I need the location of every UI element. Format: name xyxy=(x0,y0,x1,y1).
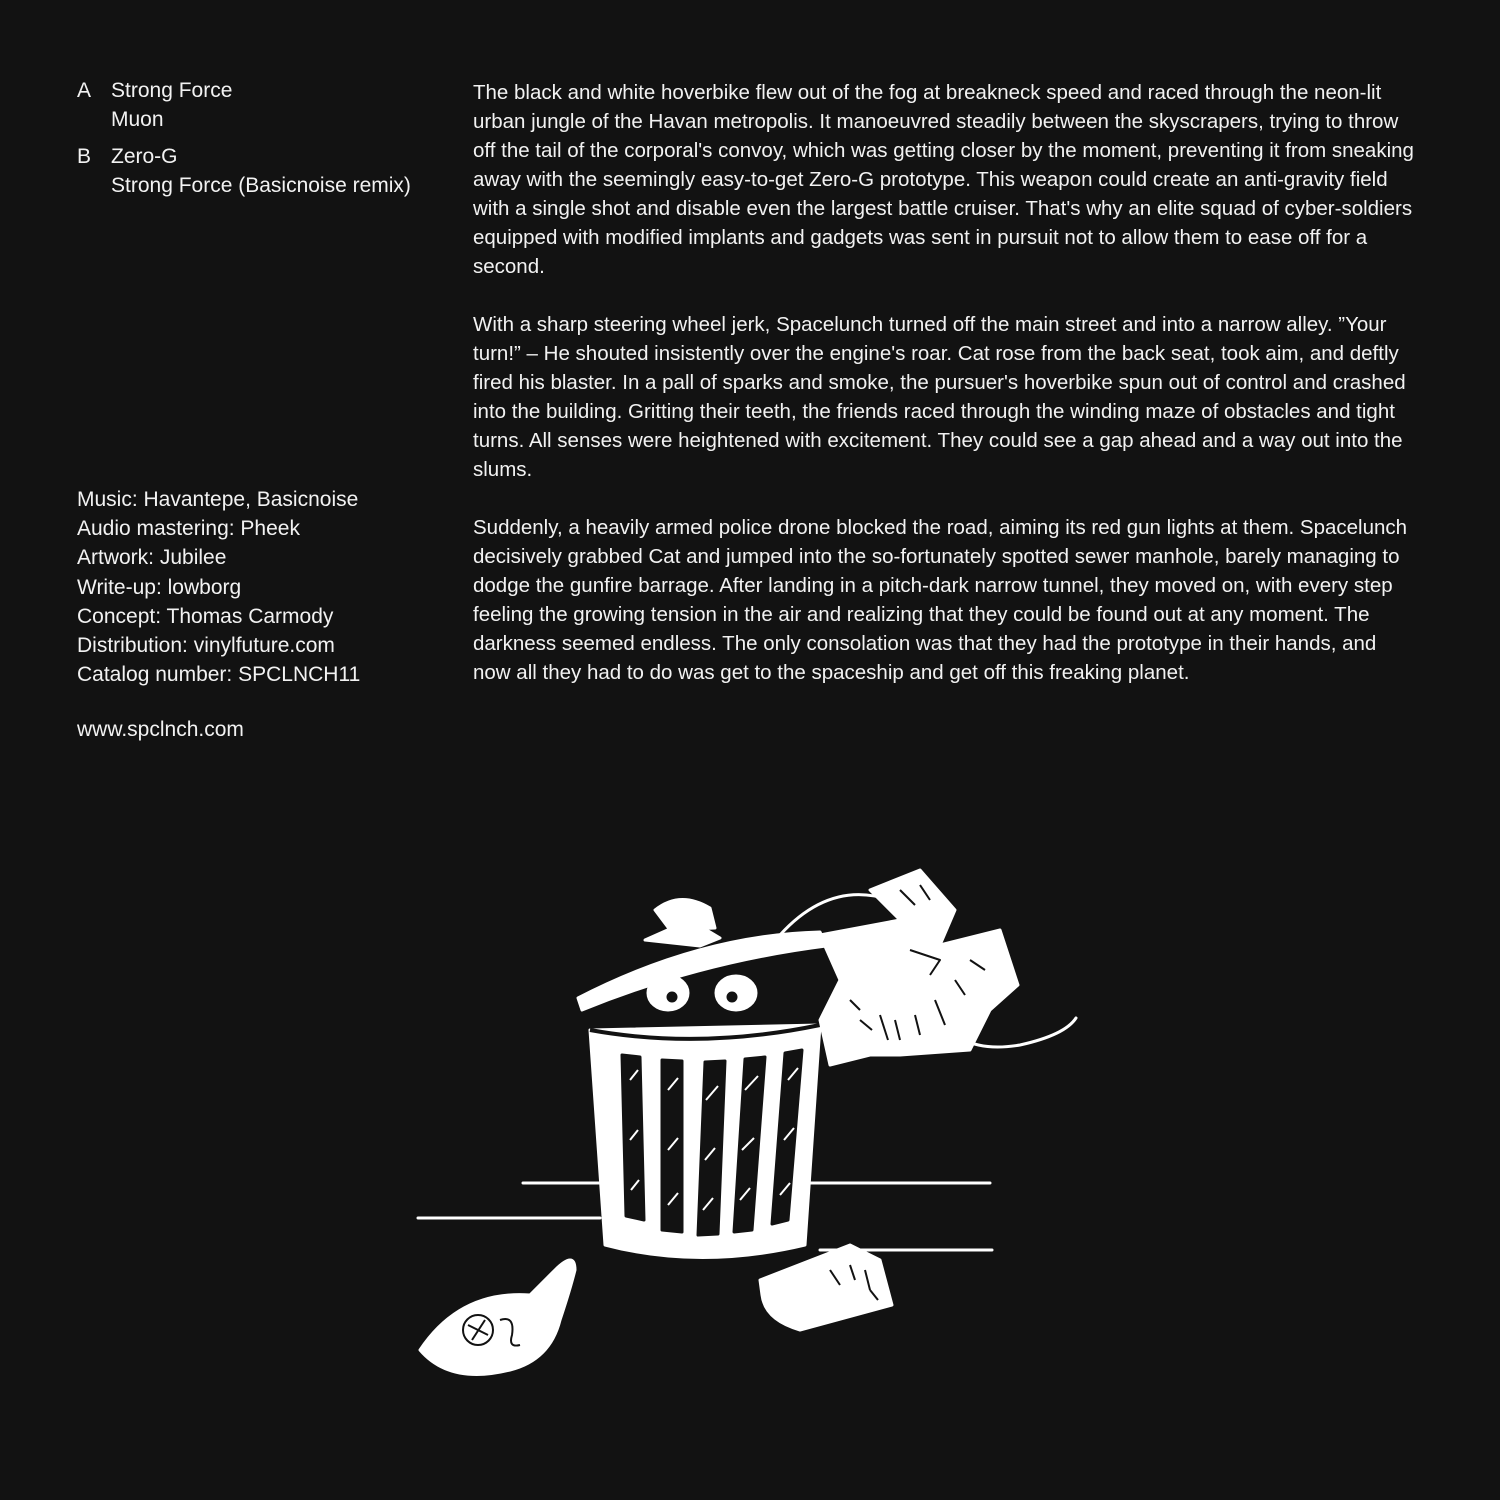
tracklist xyxy=(77,76,411,208)
trash-can-lid xyxy=(578,899,826,1010)
story-paragraph: Suddenly, a heavily armed police drone blocked the road, aiming its red gun lights at them. Spacelunch decisively grabbed Cat and jumped into the so-fortunately spotted sewer manhole, barely managing to dodge the gunfire barrage. After landing in a pitch-dark narrow tunnel, they moved on, with every step feeling the growing tension in the air and realizing that they could be found out at any moment. The darkness seemed endless. The only consolation was that they had the prototype in their hands, and now all they had to do was get to the spaceship and get off this freaking planet. xyxy=(473,516,1408,684)
side-b xyxy=(77,142,411,200)
trash-can xyxy=(590,1025,820,1258)
track-title: Muon xyxy=(111,108,164,131)
track-title: Zero-G xyxy=(111,145,178,168)
can-icon xyxy=(760,1245,892,1330)
story-paragraph: With a sharp steering wheel jerk, Spacelunch turned off the main street and into a narrow alley. ”Your turn!” – He shouted insistently over the engine's roar. Cat rose from the back seat, took aim, and deftly fired his blaster. In a pall of sparks and smoke, the pursuer's hoverbike spun out of control and crashed into the building. Gritting their teeth, the friends raced through the winding maze of obstacles and tight turns. All senses were heightened with excitement. They could see a gap ahead and a way out into the slums. xyxy=(473,313,1406,481)
credit-line: Artwork: Jubilee xyxy=(77,546,227,570)
credit-line: Audio mastering: Pheek xyxy=(77,517,300,541)
credits xyxy=(77,485,360,689)
side-letter: B xyxy=(77,145,92,168)
credit-line: Music: Havantepe, Basicnoise xyxy=(77,488,359,511)
story-paragraph: The black and white hoverbike flew out of the fog at breakneck speed and raced through the neon-lit urban jungle of the Havan metropolis. It manoeuvred steadily between the skyscrapers, trying to throw off the tail of the corporal's convoy, which was getting closer by the moment, preventing it from sneaking away with the seemingly easy-to-get Zero-G prototype. This weapon could create an anti-gravity field with a single shot and disable even the largest battle cruiser. That's why an elite squad of cyber-soldiers equipped with modified implants and gadgets was sent in pursuit not to allow them to ease off for a second. xyxy=(473,81,1414,278)
credit-line: Concept: Thomas Carmody xyxy=(77,604,334,628)
side-a xyxy=(77,76,411,134)
side-letter: A xyxy=(77,79,92,102)
credit-line: Write-up: lowborg xyxy=(77,575,242,599)
credit-line: Distribution: vinylfuture.com xyxy=(77,634,335,658)
newspaper-icon xyxy=(820,870,1018,1065)
website-link[interactable]: www.spclnch.com xyxy=(77,718,244,741)
story-text xyxy=(473,78,1418,716)
trash-can-illustration xyxy=(400,850,1100,1430)
credit-line: Catalog number: SPCLNCH11 xyxy=(77,663,361,687)
bottle-icon xyxy=(420,1260,575,1375)
track-title: Strong Force (Basicnoise remix) xyxy=(111,174,411,197)
track-title: Strong Force xyxy=(111,79,233,102)
eyes xyxy=(648,976,756,1010)
